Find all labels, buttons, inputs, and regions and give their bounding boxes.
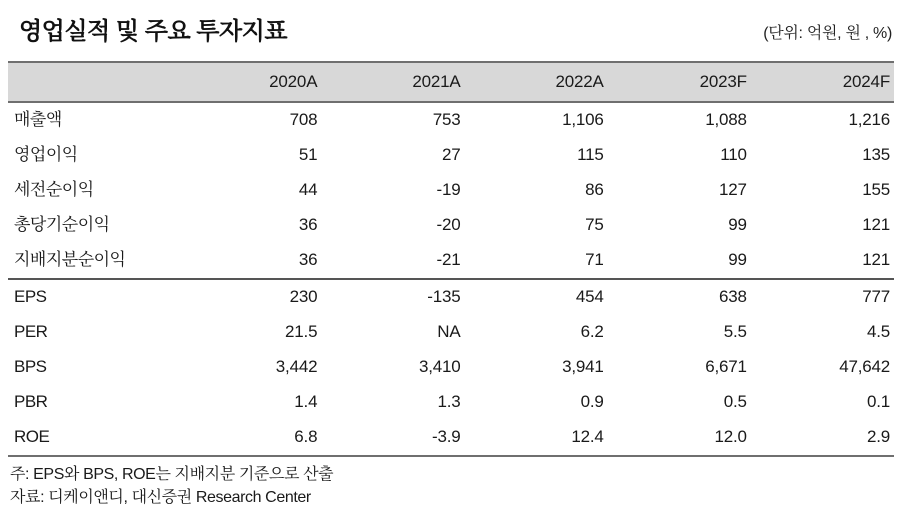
cell: 0.1 — [866, 392, 890, 411]
cell: 1.3 — [437, 392, 461, 411]
cell: 155 — [862, 180, 890, 199]
footnotes — [10, 463, 901, 509]
cell: 2.9 — [751, 420, 894, 456]
cell: 110 — [720, 145, 747, 164]
cell: 0.5 — [723, 392, 747, 411]
cell: 99 — [728, 250, 747, 269]
cell: 3,410 — [418, 357, 461, 376]
column-header-2023f: 2023F — [608, 62, 751, 102]
table-row — [8, 102, 894, 138]
cell: 51 — [298, 145, 318, 164]
row-label: EPS — [8, 279, 178, 315]
cell: 1.4 — [294, 392, 318, 411]
cell: 1,216 — [848, 110, 890, 129]
table-row — [8, 279, 894, 315]
report-table-page — [0, 18, 901, 527]
cell: NA — [437, 322, 461, 341]
cell: 36 — [298, 215, 318, 234]
cell: 3,442 — [275, 357, 318, 376]
row-label: ROE — [8, 420, 178, 456]
cell: 21.5 — [285, 322, 318, 341]
cell: -3.9 — [321, 420, 464, 456]
table-row — [8, 315, 894, 350]
table-header-row — [8, 62, 894, 102]
cell: 47,642 — [839, 357, 890, 376]
column-header-2020a: 2020A — [178, 62, 321, 102]
cell: 230 — [178, 279, 321, 315]
cell: 0.9 — [580, 392, 604, 411]
column-header-2024f: 2024F — [751, 62, 894, 102]
cell: 5.5 — [723, 322, 747, 341]
row-label: 세전순이익 — [14, 180, 94, 199]
cell: 6.8 — [178, 420, 321, 456]
cell: 4.5 — [866, 322, 890, 341]
cell: 86 — [585, 180, 604, 199]
row-label: 영업이익 — [14, 145, 78, 164]
cell: 3,941 — [562, 357, 604, 376]
column-header-blank — [8, 62, 178, 102]
cell: 638 — [608, 279, 751, 315]
table-row — [8, 138, 894, 173]
cell: 12.4 — [465, 420, 608, 456]
row-label: PER — [14, 322, 48, 341]
note-line: 주: EPS와 BPS, ROE는 지배지분 기준으로 산출 — [10, 466, 334, 483]
table-header-area — [19, 18, 892, 46]
table-row — [8, 173, 894, 208]
cell: 127 — [719, 180, 747, 199]
column-header-2022a: 2022A — [465, 62, 608, 102]
table-row — [8, 420, 894, 456]
cell: 121 — [862, 215, 890, 234]
cell: 454 — [465, 279, 608, 315]
cell: -19 — [436, 180, 461, 199]
cell: 44 — [298, 180, 318, 199]
row-label: 매출액 — [14, 110, 62, 129]
page-title: 영업실적 및 주요 투자지표 — [19, 18, 288, 45]
cell: 777 — [751, 279, 894, 315]
income-statement-block — [8, 102, 894, 279]
cell: -20 — [436, 215, 461, 234]
cell: 115 — [577, 145, 604, 164]
unit-label: (단위: 억원, 원 , %) — [763, 25, 892, 42]
cell: 36 — [298, 250, 318, 269]
cell: 1,088 — [705, 110, 747, 129]
cell: 75 — [585, 215, 604, 234]
table-row — [8, 208, 894, 243]
table-row — [8, 350, 894, 385]
cell: 1,106 — [562, 110, 604, 129]
cell: 71 — [585, 250, 604, 269]
row-label: BPS — [14, 357, 47, 376]
cell: -135 — [321, 279, 464, 315]
row-label: PBR — [14, 392, 48, 411]
financial-table — [8, 61, 894, 457]
row-label: 총당기순이익 — [14, 215, 110, 234]
column-header-2021a: 2021A — [321, 62, 464, 102]
cell: 12.0 — [608, 420, 751, 456]
valuation-metrics-block — [8, 279, 894, 456]
table-row — [8, 385, 894, 420]
cell: 135 — [862, 145, 890, 164]
cell: 121 — [862, 250, 890, 269]
cell: 6,671 — [705, 357, 747, 376]
cell: 6.2 — [580, 322, 604, 341]
row-label: 지배지분순이익 — [14, 250, 126, 269]
cell: 99 — [728, 215, 747, 234]
cell: 753 — [432, 110, 461, 129]
cell: 708 — [289, 110, 318, 129]
source-line: 자료: 디케이앤디, 대신증권 Research Center — [10, 489, 311, 506]
cell: -21 — [436, 250, 461, 269]
cell: 27 — [441, 145, 461, 164]
table-row — [8, 243, 894, 279]
